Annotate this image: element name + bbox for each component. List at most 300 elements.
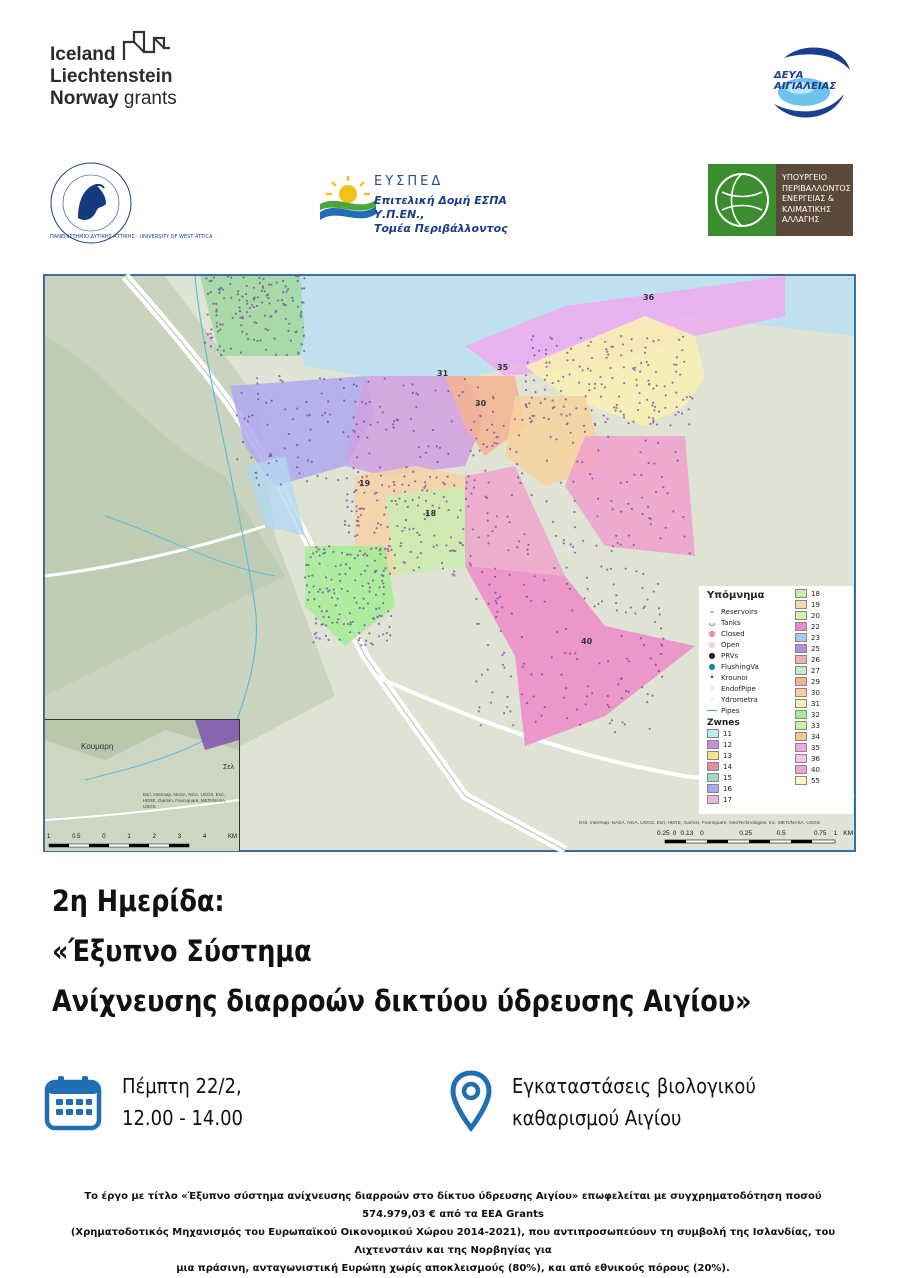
legend-row-pipes: [707, 705, 791, 716]
network-node: [353, 491, 355, 493]
legend-zone-36: [795, 753, 851, 764]
network-node: [367, 582, 369, 584]
network-node: [393, 484, 395, 486]
network-node: [642, 513, 644, 515]
network-node: [494, 592, 496, 594]
network-node: [335, 565, 337, 567]
network-node: [465, 487, 467, 489]
network-node: [207, 314, 209, 316]
legend-zone-19: [795, 599, 851, 610]
network-node: [366, 437, 368, 439]
network-node: [631, 508, 633, 510]
event-title-line1: 2η Ημερίδα:: [52, 884, 225, 918]
network-node: [378, 623, 380, 625]
network-node: [388, 626, 390, 628]
network-node: [347, 590, 349, 592]
network-node: [503, 425, 505, 427]
network-node: [351, 501, 353, 503]
network-node: [349, 612, 351, 614]
network-node: [590, 370, 592, 372]
network-node: [620, 335, 622, 337]
network-node: [363, 508, 365, 510]
network-node: [442, 567, 444, 569]
map-attribution: Esri, Intermap, NASA, NGA, USGS, Esri, HERE, Garmin, Foursquare, GeoTechnologies, Inc, METI/NASA, USGS: [579, 821, 820, 826]
network-node: [550, 436, 552, 438]
network-node: [527, 361, 529, 363]
network-node: [318, 548, 320, 550]
network-node: [502, 664, 504, 666]
network-node: [651, 695, 653, 697]
network-node: [302, 326, 304, 328]
network-node: [392, 423, 394, 425]
network-node: [611, 719, 613, 721]
network-node: [591, 477, 593, 479]
network-node: [490, 702, 492, 704]
network-node: [621, 635, 623, 637]
network-node: [236, 415, 238, 417]
network-node: [262, 285, 264, 287]
eyseped-line1: Επιτελική Δομή ΕΣΠΑ Υ.Π.ΕΝ.,: [374, 194, 507, 221]
network-node: [345, 563, 347, 565]
network-node: [589, 473, 591, 475]
network-node: [473, 479, 475, 481]
network-node: [376, 616, 378, 618]
network-node: [318, 605, 320, 607]
network-node: [470, 555, 472, 557]
network-node: [656, 385, 658, 387]
zone-label: 26: [811, 655, 820, 664]
network-node: [379, 553, 381, 555]
network-node: [261, 290, 263, 292]
network-node: [496, 442, 498, 444]
network-node: [496, 515, 498, 517]
network-node: [673, 363, 675, 365]
network-node: [396, 525, 398, 527]
network-node: [609, 722, 611, 724]
network-node: [587, 345, 589, 347]
network-node: [580, 337, 582, 339]
scale-small-label: 0: [672, 830, 677, 837]
zone-swatch: [795, 644, 807, 653]
zone-swatch: [795, 677, 807, 686]
network-node: [447, 453, 449, 455]
network-node: [270, 453, 272, 455]
zone-label: 19: [811, 600, 820, 609]
network-node: [564, 652, 566, 654]
network-node: [360, 644, 362, 646]
network-node: [563, 406, 565, 408]
network-node: [676, 406, 678, 408]
event-location-line1: Εγκαταστάσεις βιολογικού: [512, 1074, 756, 1098]
network-node: [540, 715, 542, 717]
network-node: [246, 285, 248, 287]
calendar-icon: [44, 1075, 102, 1131]
network-node: [356, 385, 358, 387]
network-node: [257, 296, 259, 298]
network-node: [328, 639, 330, 641]
network-node: [518, 540, 520, 542]
network-node: [249, 307, 251, 309]
network-node: [544, 706, 546, 708]
network-node: [313, 641, 315, 643]
network-node: [535, 721, 537, 723]
legend-zones-left: [707, 728, 791, 805]
network-node: [350, 621, 352, 623]
network-node: [511, 613, 513, 615]
network-node: [322, 591, 324, 593]
zone-label: 13: [723, 751, 732, 760]
eea-line-norway: Norway: [50, 88, 119, 109]
network-node: [506, 516, 508, 518]
legend-zone-40: [795, 764, 851, 775]
network-node: [672, 382, 674, 384]
network-node: [606, 351, 608, 353]
zone-label: 11: [723, 729, 732, 738]
network-node: [219, 329, 221, 331]
network-node: [623, 416, 625, 418]
network-node: [665, 394, 667, 396]
network-node: [625, 611, 627, 613]
water-meter-icon: ·: [710, 695, 714, 704]
network-node: [326, 587, 328, 589]
network-node: [246, 303, 248, 305]
network-node: [661, 676, 663, 678]
network-node: [574, 652, 576, 654]
network-node: [348, 531, 350, 533]
event-title-line3: Ανίχνευσης διαρροών δικτύου ύδρευσης Αιγίου»: [52, 984, 752, 1018]
network-node: [534, 391, 536, 393]
network-node: [242, 317, 244, 319]
network-node: [297, 353, 299, 355]
ministry-logo: [708, 164, 853, 236]
legend-zones-title: Zwnes: [707, 718, 740, 728]
network-node: [339, 378, 341, 380]
network-node: [533, 695, 535, 697]
network-node: [408, 484, 410, 486]
network-node: [467, 475, 469, 477]
network-node: [380, 475, 382, 477]
zone-label: 12: [723, 740, 732, 749]
network-node: [688, 423, 690, 425]
network-node: [437, 461, 439, 463]
network-node: [511, 494, 513, 496]
network-node: [378, 635, 380, 637]
network-node: [501, 654, 503, 656]
network-node: [496, 597, 498, 599]
network-node: [462, 528, 464, 530]
event-location-line2: καθαρισμού Αιγίου: [512, 1106, 682, 1130]
network-node: [639, 402, 641, 404]
network-node: [584, 597, 586, 599]
network-node: [496, 436, 498, 438]
network-node: [357, 436, 359, 438]
network-node: [466, 481, 468, 483]
network-node: [576, 658, 578, 660]
network-node: [363, 492, 365, 494]
network-node: [301, 343, 303, 345]
network-node: [433, 546, 435, 548]
network-node: [683, 536, 685, 538]
network-node: [617, 683, 619, 685]
network-node: [525, 403, 527, 405]
network-node: [241, 392, 243, 394]
network-node: [308, 575, 310, 577]
network-node: [546, 500, 548, 502]
network-node: [495, 600, 497, 602]
network-node: [525, 374, 527, 376]
network-node: [588, 389, 590, 391]
network-node: [523, 663, 525, 665]
network-node: [487, 669, 489, 671]
network-node: [660, 537, 662, 539]
network-node: [591, 692, 593, 694]
network-node: [478, 623, 480, 625]
network-node: [691, 397, 693, 399]
network-node: [672, 510, 674, 512]
network-node: [603, 415, 605, 417]
network-node: [256, 377, 258, 379]
zone-swatch: [795, 666, 807, 675]
network-node: [661, 645, 663, 647]
eea-logo-mark-icon: [122, 28, 172, 62]
network-node: [354, 579, 356, 581]
network-node: [218, 288, 220, 290]
network-node: [523, 584, 525, 586]
network-node: [557, 380, 559, 382]
zone-swatch: [795, 754, 807, 763]
network-node: [565, 398, 567, 400]
network-node: [615, 602, 617, 604]
network-node: [378, 607, 380, 609]
legend-zone-12: [707, 739, 791, 750]
network-node: [648, 416, 650, 418]
network-node: [676, 356, 678, 358]
network-node: [563, 697, 565, 699]
main-scale-labels: [657, 830, 853, 837]
network-node: [352, 429, 354, 431]
network-node: [265, 349, 267, 351]
network-node: [472, 454, 474, 456]
network-node: [365, 403, 367, 405]
zone-swatch: [707, 729, 719, 738]
network-node: [569, 653, 571, 655]
network-node: [310, 556, 312, 558]
hydrant-icon: •: [709, 673, 715, 682]
inset-scale-label: 1: [47, 834, 51, 840]
inset-place-sel: Σελ: [223, 764, 234, 771]
legend-zone-26: [795, 654, 851, 665]
network-node: [556, 345, 558, 347]
network-node: [330, 579, 332, 581]
network-node: [590, 341, 592, 343]
network-node: [275, 460, 277, 462]
network-node: [608, 706, 610, 708]
network-node: [616, 609, 618, 611]
network-node: [417, 504, 419, 506]
network-node: [204, 342, 206, 344]
network-node: [552, 382, 554, 384]
network-node: [359, 637, 361, 639]
network-node: [248, 416, 250, 418]
network-node: [343, 400, 345, 402]
network-node: [530, 600, 532, 602]
network-node: [544, 379, 546, 381]
network-node: [597, 603, 599, 605]
network-node: [516, 463, 518, 465]
network-node: [237, 290, 239, 292]
network-node: [324, 552, 326, 554]
network-node: [585, 408, 587, 410]
network-node: [530, 674, 532, 676]
network-node: [526, 406, 528, 408]
network-node: [501, 606, 503, 608]
zone-label: 35: [811, 743, 820, 752]
network-node: [240, 352, 242, 354]
network-node: [282, 380, 284, 382]
network-node: [503, 652, 505, 654]
network-node: [378, 615, 380, 617]
network-node: [377, 421, 379, 423]
network-node: [465, 498, 467, 500]
network-node: [578, 382, 580, 384]
network-node: [634, 367, 636, 369]
network-node: [623, 366, 625, 368]
network-node: [653, 462, 655, 464]
network-node: [560, 390, 562, 392]
network-node: [496, 602, 498, 604]
network-node: [227, 276, 229, 278]
network-node: [379, 406, 381, 408]
network-node: [383, 514, 385, 516]
network-node: [605, 421, 607, 423]
network-node: [361, 507, 363, 509]
event-location: [512, 1070, 756, 1134]
network-node: [290, 339, 292, 341]
network-node: [470, 564, 472, 566]
inset-place-koumari: Κουμαρη: [81, 742, 114, 751]
network-node: [503, 712, 505, 714]
network-node: [216, 349, 218, 351]
network-node: [238, 299, 240, 301]
zone-label: 23: [811, 633, 820, 642]
network-node: [653, 591, 655, 593]
network-node: [287, 288, 289, 290]
network-node: [267, 294, 269, 296]
network-node: [563, 539, 565, 541]
network-node: [607, 436, 609, 438]
network-node: [421, 489, 423, 491]
legend-zone-34: [795, 731, 851, 742]
network-node: [325, 576, 327, 578]
network-node: [658, 607, 660, 609]
network-node: [327, 421, 329, 423]
network-node: [219, 323, 221, 325]
network-node: [646, 701, 648, 703]
network-node: [323, 548, 325, 550]
main-scale-bar: [665, 840, 835, 843]
network-node: [572, 359, 574, 361]
legend-row-prvs: [707, 650, 791, 661]
network-node: [620, 678, 622, 680]
network-node: [259, 282, 261, 284]
network-node: [404, 475, 406, 477]
network-node: [484, 470, 486, 472]
network-node: [385, 429, 387, 431]
network-node: [275, 310, 277, 312]
zone-swatch: [795, 611, 807, 620]
network-node: [649, 423, 651, 425]
zone-label: 14: [723, 762, 732, 771]
network-node: [312, 552, 314, 554]
network-node: [253, 321, 255, 323]
network-node: [368, 452, 370, 454]
network-node: [354, 535, 356, 537]
network-node: [328, 545, 330, 547]
network-node: [261, 301, 263, 303]
network-node: [423, 487, 425, 489]
network-node: [622, 343, 624, 345]
legend-zone-33: [795, 720, 851, 731]
network-node: [300, 316, 302, 318]
network-node: [587, 588, 589, 590]
legend-zone-13: [707, 750, 791, 761]
network-node: [319, 377, 321, 379]
zone-label: 29: [811, 677, 820, 686]
network-node: [394, 554, 396, 556]
network-node: [446, 500, 448, 502]
network-node: [354, 557, 356, 559]
network-node: [635, 570, 637, 572]
network-node: [551, 656, 553, 658]
network-node: [358, 632, 360, 634]
network-node: [652, 402, 654, 404]
scale-unit: KM: [843, 830, 853, 837]
network-node: [246, 333, 248, 335]
network-node: [515, 451, 517, 453]
network-node: [662, 638, 664, 640]
network-node: [324, 412, 326, 414]
network-node: [412, 528, 414, 530]
network-node: [594, 383, 596, 385]
network-node: [647, 506, 649, 508]
network-node: [287, 330, 289, 332]
network-node: [325, 477, 327, 479]
network-node: [401, 484, 403, 486]
network-node: [543, 417, 545, 419]
network-node: [624, 723, 626, 725]
network-node: [661, 476, 663, 478]
network-node: [419, 456, 421, 458]
network-node: [574, 552, 576, 554]
network-node: [675, 392, 677, 394]
network-node: [295, 331, 297, 333]
legend-row-closed: [707, 628, 791, 639]
network-node: [436, 445, 438, 447]
network-node: [209, 280, 211, 282]
network-node: [415, 406, 417, 408]
zone-swatch: [707, 751, 719, 760]
zone-swatch: [795, 600, 807, 609]
network-node: [314, 633, 316, 635]
network-node: [556, 631, 558, 633]
zone-swatch: [795, 732, 807, 741]
zone-label: 33: [811, 721, 820, 730]
network-node: [346, 477, 348, 479]
network-node: [339, 613, 341, 615]
network-node: [388, 545, 390, 547]
network-node: [647, 380, 649, 382]
network-node: [315, 622, 317, 624]
